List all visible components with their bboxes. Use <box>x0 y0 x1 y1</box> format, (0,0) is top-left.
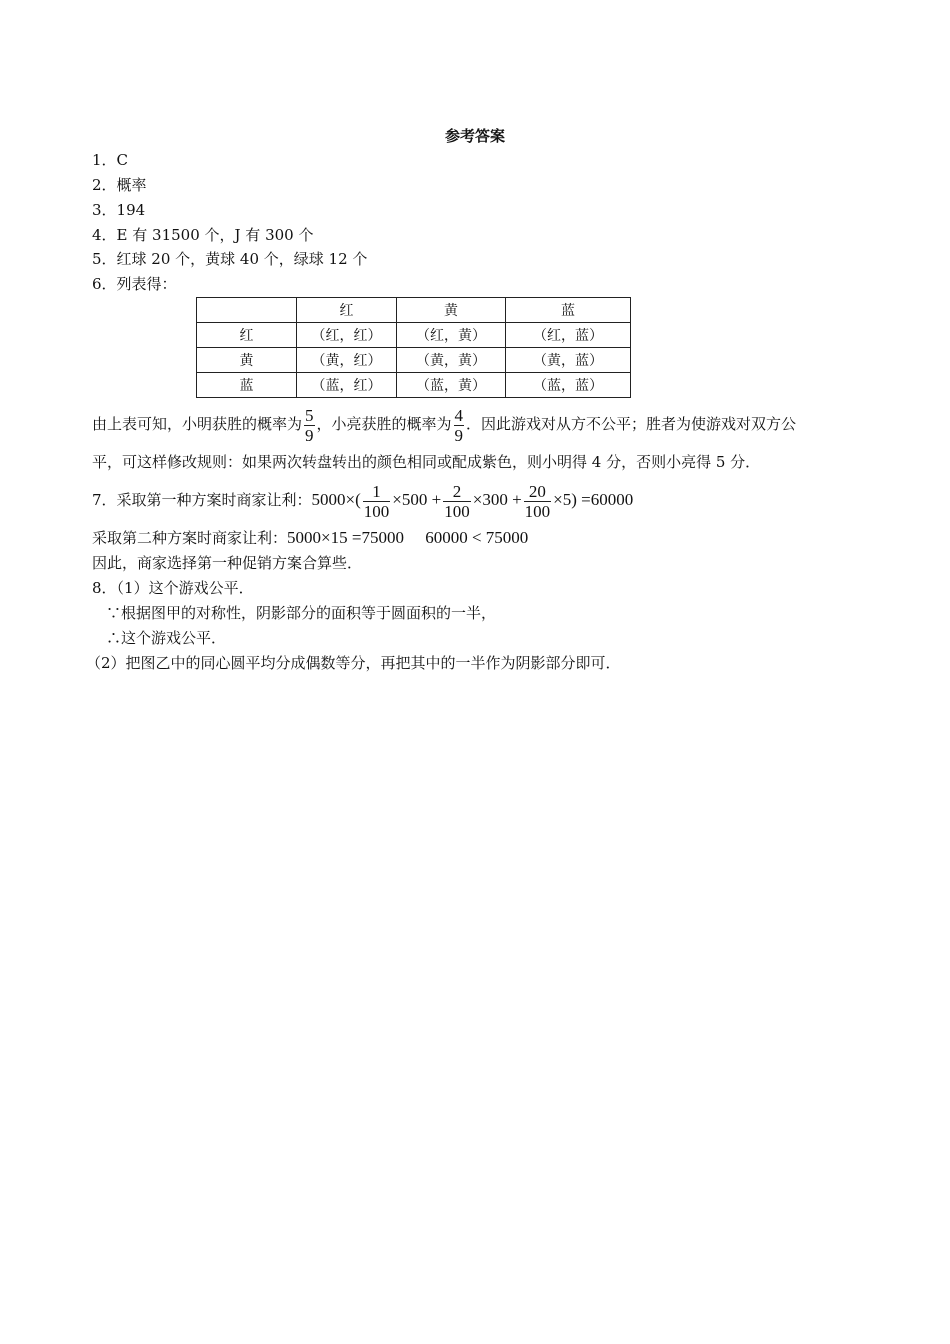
math-text: 5000×15 =75000 60000 < 75000 <box>287 528 529 547</box>
answer-1: 1．C <box>92 151 129 169</box>
math-text: 5000×( <box>311 490 361 509</box>
math-text: ×500 + <box>392 490 442 509</box>
outcome-table <box>196 297 631 398</box>
math-text: ×5) =60000 <box>553 490 634 509</box>
table-header-row <box>197 298 631 323</box>
numerator: 1 <box>363 482 391 502</box>
q7-line1 <box>92 480 633 521</box>
table-row <box>197 373 631 398</box>
numerator: 4 <box>454 405 464 425</box>
numerator: 5 <box>305 405 314 425</box>
table-row <box>197 348 631 373</box>
q6-conclusion-line1 <box>92 404 796 445</box>
q8-line2: ∵根据图甲的对称性，阴影部分的面积等于圆面积的一半， <box>106 604 497 622</box>
denominator: 100 <box>444 501 470 521</box>
q7-label: 7．采取第一种方案时商家让利： <box>92 491 312 509</box>
fraction <box>304 406 315 445</box>
fraction <box>443 482 471 521</box>
q6-text: ，小亮获胜的概率为 <box>316 415 452 433</box>
answer-3: 3．194 <box>92 201 146 219</box>
q7-line2-label: 采取第二种方案时商家让利： <box>92 529 288 547</box>
table-cell: 红 <box>297 298 397 323</box>
table-cell: （黄，黄） <box>397 348 506 373</box>
answer-2: 2．概率 <box>92 176 147 194</box>
table-cell: 黄 <box>197 348 297 373</box>
fraction <box>524 482 552 521</box>
denominator: 100 <box>363 501 390 521</box>
table-cell: （黄，红） <box>297 348 397 373</box>
numerator: 2 <box>443 482 471 502</box>
table-cell: 蓝 <box>506 298 631 323</box>
q8-line4: （2）把图乙中的同心圆平均分成偶数等分，再把其中的一半作为阴影部分即可． <box>86 654 621 672</box>
table-row <box>197 323 631 348</box>
table-cell: （红，红） <box>297 323 397 348</box>
q7-line3: 因此，商家选择第一种促销方案合算些． <box>92 554 363 572</box>
fraction <box>363 482 391 521</box>
q6-text: 由上表可知，小明获胜的概率为 <box>92 415 303 433</box>
table-cell: （红，黄） <box>397 323 506 348</box>
table-cell: 蓝 <box>197 373 297 398</box>
table-cell: （蓝，蓝） <box>506 373 631 398</box>
page-title: 参考答案 <box>444 127 505 145</box>
q7-line2 <box>92 528 528 548</box>
table-cell: （黄，蓝） <box>506 348 631 373</box>
table-cell: （蓝，红） <box>297 373 397 398</box>
denominator: 9 <box>305 425 314 445</box>
answer-4: 4．E 有 31500 个，J 有 300 个 <box>92 226 314 244</box>
table-cell: 红 <box>197 323 297 348</box>
table-cell: （蓝，黄） <box>397 373 506 398</box>
denominator: 9 <box>454 425 464 445</box>
q8-line3: ∴这个游戏公平． <box>106 629 227 647</box>
numerator: 20 <box>524 482 552 502</box>
denominator: 100 <box>524 501 551 521</box>
table-cell: （红，蓝） <box>506 323 631 348</box>
table-cell <box>197 298 297 323</box>
table-cell: 黄 <box>397 298 506 323</box>
math-text: ×300 + <box>472 490 522 509</box>
answer-6-intro: 6．列表得： <box>92 275 177 293</box>
q8-line1: 8．（1）这个游戏公平． <box>92 579 254 597</box>
answer-5: 5．红球 20 个，黄球 40 个，绿球 12 个 <box>92 250 368 268</box>
q6-conclusion-line2: 平，可这样修改规则：如果两次转盘转出的颜色相同或配成紫色，则小明得 4 分，否则小亮得 5 分． <box>92 453 761 471</box>
fraction <box>454 406 465 445</box>
q6-text: ．因此游戏对从方不公平；胜者为使游戏对双方公 <box>466 415 797 433</box>
